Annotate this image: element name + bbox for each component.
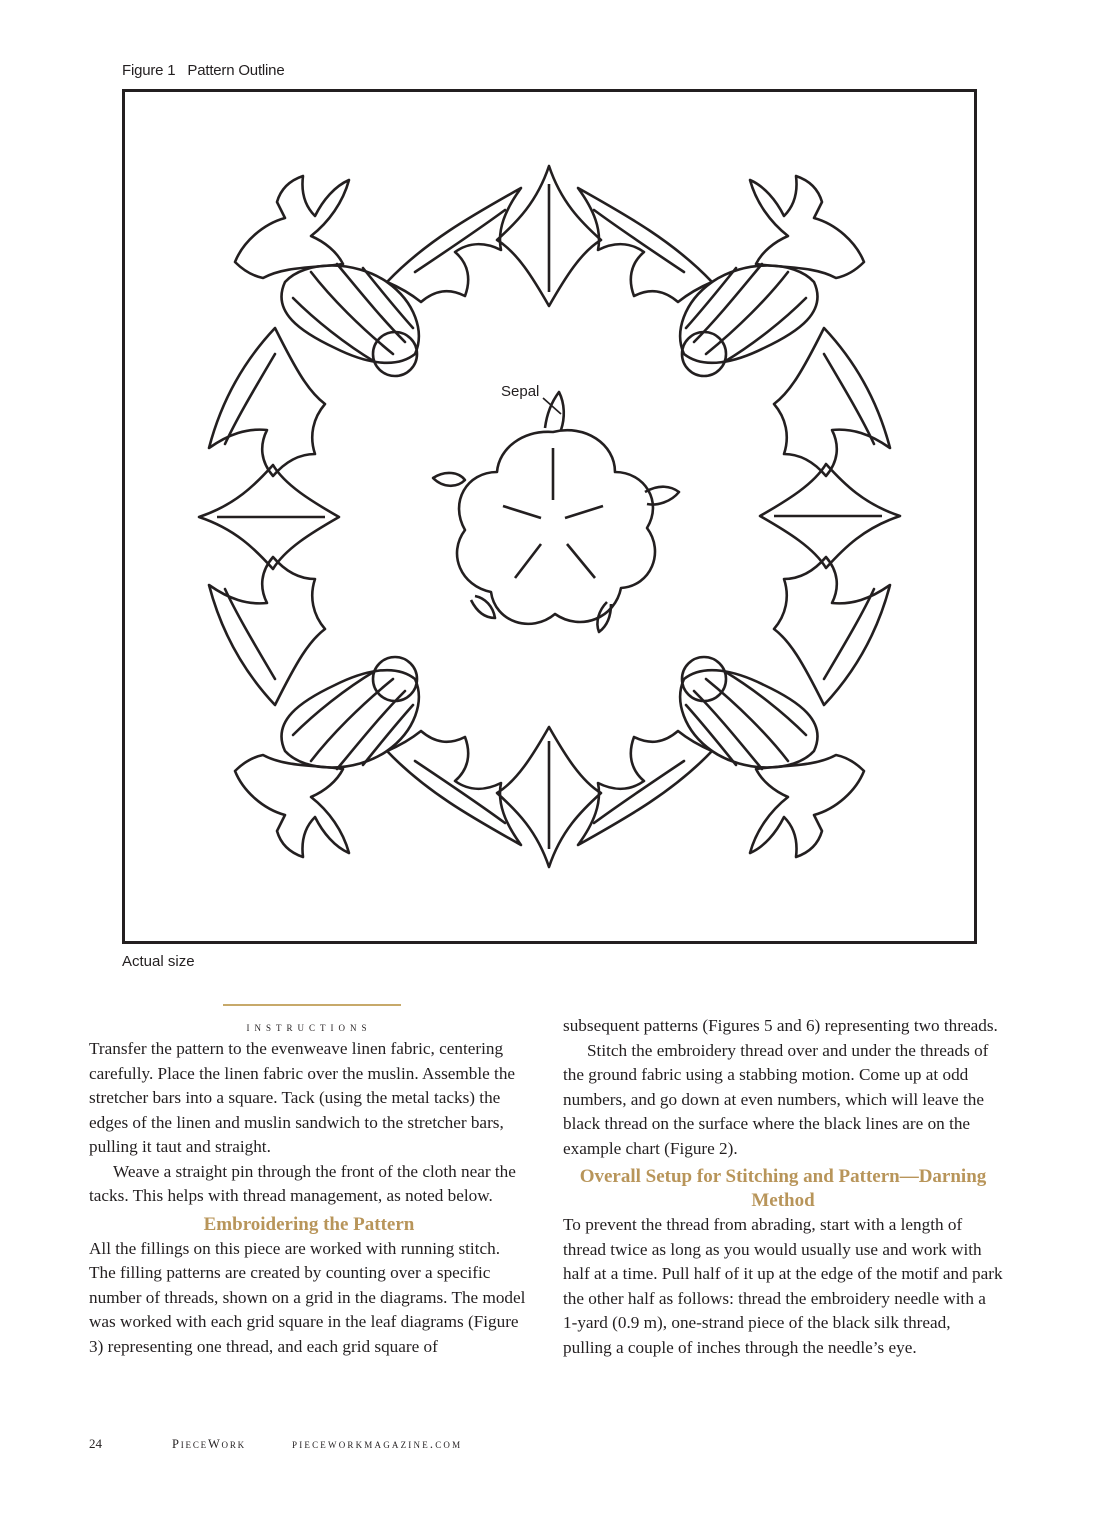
instructions-heading-text: instructions [246, 1019, 372, 1034]
heading-rule [223, 1004, 401, 1006]
paragraph: Weave a straight pin through the front of the cloth near the tacks. This helps with thread management, as noted below. [89, 1161, 516, 1205]
right-column [563, 1014, 1003, 1360]
figure-number: Figure 1 [122, 62, 176, 79]
page-number: 24 [89, 1436, 102, 1451]
left-center-leaves [199, 465, 339, 569]
corner-motif-top-right [578, 176, 890, 476]
sepal-pointer-line [543, 398, 561, 414]
paragraph: subsequent patterns (Figures 5 and 6) representing two threads. [563, 1016, 998, 1035]
figure-title: Pattern Outline [187, 62, 285, 79]
paragraph: Transfer the pattern to the evenweave linen fabric, centering carefully. Place the linen fabric over the muslin. Assemble the stretcher bars into a square. Tack (using the metal tacks) the edges of the linen and muslin sandwich to the stretcher bars, pulling it taut and straight. [89, 1039, 516, 1156]
paragraph: To prevent the thread from abrading, start with a length of thread twice as long as you would usually use and work with half at a time. Pull half of it up at the edge of the motif and park the other half as follows: thread the embroidery needle with a 1-yard (0.9 m), one-strand piece of the black silk thread, pulling a couple of inches through the needle’s eye. [563, 1215, 1003, 1357]
section-heading: Embroidering the Pattern [203, 1213, 415, 1235]
pattern-outline-drawing [125, 92, 974, 941]
page-footer [89, 1436, 462, 1452]
instructions-heading [89, 1017, 529, 1037]
top-center-leaves [497, 166, 601, 306]
right-center-leaves [760, 464, 900, 568]
paragraph: All the fillings on this piece are worked with running stitch. The filling patterns are created by counting over a specific number of threads, shown on a grid in the diagrams. The model was worked with each grid square in the leaf diagrams (Figure 3) representing one thread, and each grid square of [89, 1238, 526, 1356]
website: pieceworkmagazine.com [292, 1437, 463, 1451]
corner-motif-bottom-left [209, 557, 521, 857]
figure-caption [122, 62, 284, 79]
paragraph: Stitch the embroidery thread over and under the threads of the ground fabric using a stabbing motion. Come up at odd numbers, and go down at even numbers, which will leave the black thread on the surface where the black lines are on the example chart (Figure 2). [563, 1040, 989, 1158]
bottom-center-leaves [497, 727, 601, 867]
corner-motif-bottom-right [578, 557, 890, 857]
corner-motif-top-left [209, 176, 521, 476]
pattern-outline-figure [122, 89, 977, 944]
section-heading: Overall Setup for Stitching and Pattern—Darning Method [579, 1166, 987, 1211]
actual-size-label: Actual size [122, 953, 195, 970]
sepal-label: Sepal [501, 383, 540, 400]
central-rose [433, 392, 679, 632]
magazine-name: PieceWork [172, 1437, 246, 1451]
left-column [89, 1000, 529, 1359]
